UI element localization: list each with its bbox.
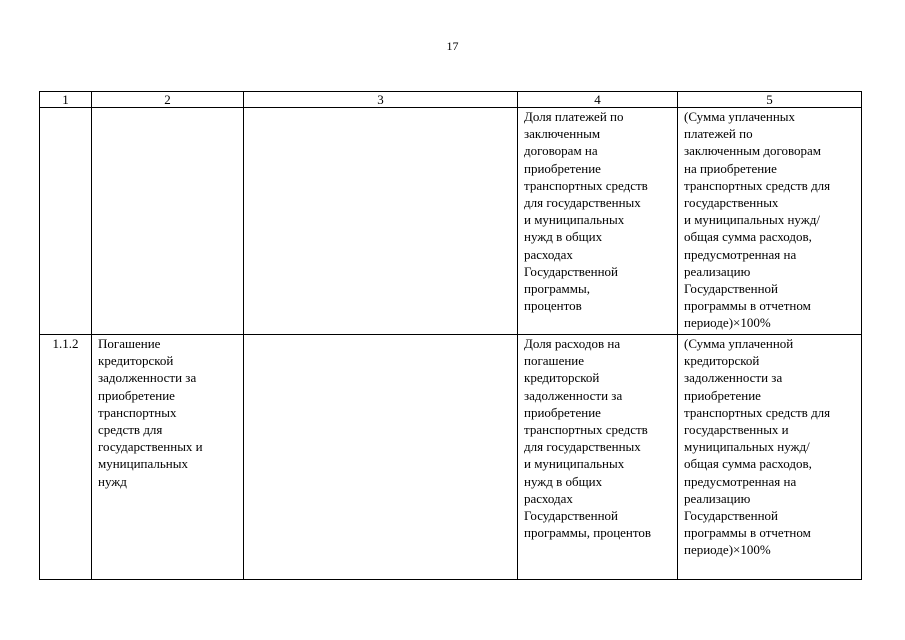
header-cell-4: 4 xyxy=(518,92,678,108)
header-cell-3: 3 xyxy=(244,92,518,108)
table-header-row xyxy=(40,92,862,108)
measure-name-cell xyxy=(92,108,244,335)
indicator-cell: Доля расходов на погашение кредиторской задолженности за приобретение транспортных средств для государственных и муниципальных нужд в общих расходах Государственной программы, процентов xyxy=(518,335,678,580)
indicator-cell: Доля платежей по заключенным договорам на приобретение транспортных средств для государственных и муниципальных нужд в общих расходах Государственной программы, процентов xyxy=(518,108,678,335)
empty-cell xyxy=(244,108,518,335)
row-number-cell xyxy=(40,108,92,335)
document-table xyxy=(39,91,862,580)
table-row xyxy=(40,335,862,580)
header-cell-1: 1 xyxy=(40,92,92,108)
header-cell-5: 5 xyxy=(678,92,862,108)
empty-cell xyxy=(244,335,518,580)
page-number: 17 xyxy=(446,39,459,53)
table-row xyxy=(40,108,862,335)
formula-cell: (Сумма уплаченной кредиторской задолженности за приобретение транспортных средств для государственных и муниципальных нужд/ общая сумма расходов, предусмотренная на реализацию Государственной программы в отчетном периоде)×100% xyxy=(678,335,862,580)
header-cell-2: 2 xyxy=(92,92,244,108)
formula-cell: (Сумма уплаченных платежей по заключенным договорам на приобретение транспортных средств для государственных и муниципальных нужд/ общая сумма расходов, предусмотренная на реализацию Государственной программы в отчетном периоде)×100% xyxy=(678,108,862,335)
measure-name-cell: Погашение кредиторской задолженности за приобретение транспортных средств для государственных и муниципальных нужд xyxy=(92,335,244,580)
row-number-cell: 1.1.2 xyxy=(40,335,92,580)
